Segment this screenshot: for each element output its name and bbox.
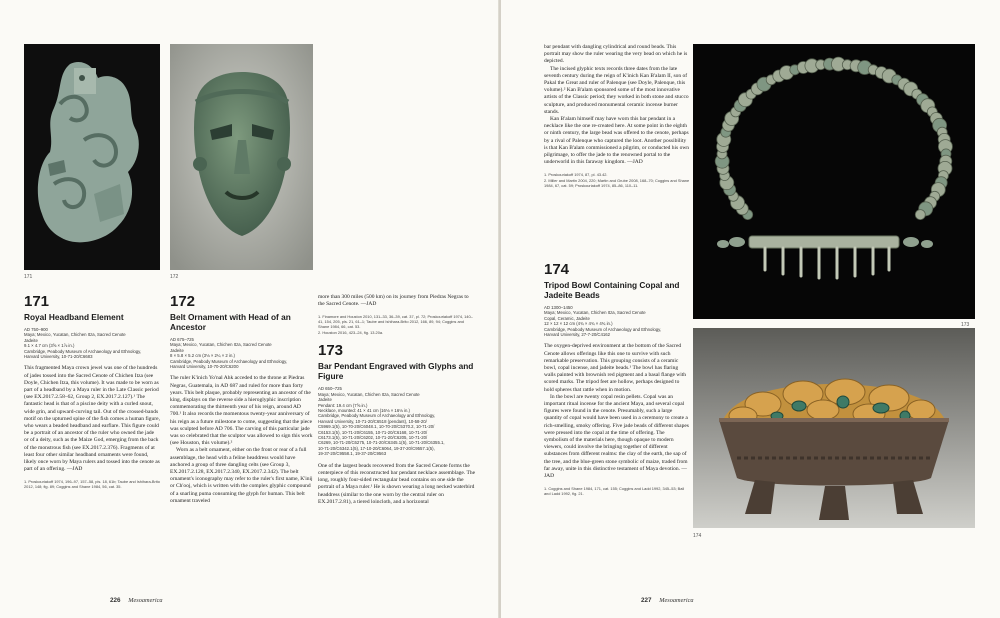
entry-172 — [170, 294, 313, 505]
entry-meta: AD 1300–1450 Maya; Mexico, Yucatan, Chichen Itza, Sacred Cenote Copal, Ceramic, Jadeite 12 × 12 × 12 cm (4¾ × 4¾ × 4¾ in.) Cambridge, Peabody Museum of Archaeology and Ethnology, Harvard University, 27-7-20/C4162 — [544, 305, 662, 338]
column-4 — [544, 44, 690, 189]
entry-174-notes: 1. Coggins and Shane 1984, 171, cat. 155; Coggins and Ladd 1992, 345–53; Ball and Ladd 1992, fig. 21. — [544, 486, 685, 497]
headband-element-image — [24, 44, 160, 270]
column-3 — [318, 294, 476, 506]
entry-173-notes: 1. Proskouriakoff 1974, 87, pl. 43.42. 2. Miller and Martin 2004, 220; Martin and Grube 2008, 168–70; Coggins and Shane 1984, 67, cat. 59; Proskouriakoff 1974, 85–86, 110–11. — [544, 172, 690, 189]
entry-meta: AD 750–900 Maya; Mexico, Yucatan, Chichen Itza, Sacred Cenote Jadeite 9.1 × 4.7 cm (3⅝ × 1⅞ in.) Cambridge, Peabody Museum of Archaeology and Ethnology, Harvard University, 10-71-20/C6683 — [24, 327, 142, 360]
figure-173-necklace-photo — [693, 44, 975, 319]
entry-title: Tripod Bowl Containing Copal and Jadeite Beads — [544, 280, 680, 300]
entry-meta: AD 650–725 Maya; Mexico, Yucatan, Chichen Itza, Sacred Cenote Jadeite Pendant: 19.4 cm (7⅝ in.) Necklace, mounted: 41 × 41 cm (16⅛ × 16⅛ in.) Cambridge, Peabody Museum of Archaeology and Ethnology, Harvard University, 10-71-20/C6518 (pendant), 10-58-20/ C5969.1(5), 10-70-20/C6048.1, 10-70-20/C5370.2, 10-71-20/ C6153.1(5), 10-71-20/C6155, 10-71-20/C6168, 10-71-20/ C6173.1(5), 10-71-20/C6202, 10-71-20/C6205, 10-71-20/ C6269, 10-71-20/C6275, 10-71-20/C6345.1(5), 10-71-20/C6355.1, 10-71-20/C6342.1(5), 17-10-20/C6064, 19-37-20/C9557.1(5), 19-37-20/C9558.1, 19-37-20/C9563 — [318, 386, 445, 457]
figure-172-caption: 172 — [170, 274, 179, 280]
figure-173-caption: 173 — [961, 322, 970, 328]
left-page — [0, 0, 499, 618]
bar-pendant-necklace-image — [693, 44, 975, 319]
necklace-bead — [915, 210, 925, 220]
entry-body: The ruler K'inich Yo'nal Ahk acceded to the throne at Piedras Negras, Guatemala, in AD 687 and ruled for more than forty years. This belt plaque, probably representing an ancestor of the king, displays on the reverse side a hieroglyphic inscription commemorating the thirteenth year of his reign, around AD 700.¹ It also records the momentous twenty-year anniversary of his reign as a future milestone to come, suggesting that the piece was sculpted before AD 706. The carving of this particular jade was so celebrated that the sculptor was allowed to sign this work (see Houston, this volume).² Worn as a belt ornament, either on the front or rear of a full assemblage, the head with a feline headdress would have anchored a group of three dangling celts (see Group 3, EX.2017.2.128, EX.2017.2.340, EX.2017.2.342). The belt ornament's iconography may refer to the ruler's first name, K'inij or Ch'ooj, which is written with the complex glyphic compound of a snarling puma consuming the glyph for human. This belt ornament traveled — [170, 375, 313, 504]
entry-body: The oxygen-deprived environment at the bottom of the Sacred Cenote allows offerings like this one to survive with such remarkable preservation. This grouping consists of a ceramic bowl, copal incense, and jadeite beads.¹ The bowl has flaring walls painted with brownish red pigment and a basal flange with scored marks. The tripod feet are hollow, perhaps designed to hold spheres that rattle when in motion. In the bowl are twenty copal resin pellets. Copal was an important ritual incense for the ancient Maya, and several copal figures were found in the cenote. Presumably, such a large quantity of copal would have been used in a ceremony to create a rich-smelling, smoky offering. Five jade beads of different shapes were pressed into the copal at the time of offering. The symbolism of the materials here, though opaque to modern viewers, could involve the bringing together of different substances from different realms: the clay of the earth, the sap of the tree, and the blue-green stone symbolic of maize, traded from far away, unite in this distinctive testament of Maya devotion. —JAD — [544, 343, 689, 480]
entry-title: Bar Pendant Engraved with Glyphs and Figure — [318, 361, 474, 382]
entry-172-continued: more than 300 miles (500 km) on its journey from Piedras Negras to the Sacred Cenote. —JAD — [318, 294, 469, 308]
entry-body: This fragmented Maya crown jewel was one of the hundreds of jades tossed into the Sacred Cenote of Chichen Itza (see Doyle, Chichen Itza, this volume). It was made to be worn as part of a headband by a Maya ruler in the Late Classic period (see EX.2017.2.58–62, Group 2, EX.2017.2.127).¹ The fantastic head is that of a piscine deity with a curled snout, wide grin, and upward-curving tail. Out of the crossed-bands motif on the upturned spine of the fish comes a human figure, who wears a beaded headband and earflare. This figure could be a portrait of an ancestor of the ruler who owned the jade or of a deity, such as the Maize God, emerging from the back of the monstrous fish (see EX.2017.2.376). Fragments of at least four other similar headband ornaments were found, likely once worn by Maya rulers and tossed into the cenote as part of an offering. —JAD — [24, 365, 160, 473]
right-page — [501, 0, 1000, 618]
entry-172-notes: 1. Finamore and Houston 2010, 131–33, 36–39, cat. 37, pl. 72; Proskouriakoff 1974, 140–41, 154, 205, pls. 21, 61–1; Taube and Ishihara-Brito 2012, 166, 89, 94; Coggins and Shane 1984, 66, cat. 53. 2. Houston 2016, 423–24, fig. 13.20a. — [318, 314, 473, 336]
entry-174 — [544, 262, 690, 497]
entry-171 — [24, 294, 160, 490]
entry-notes: 1. Proskouriakoff 1974, 196–97, 157–58, pls. 18, 61b; Taube and Ishihara-Brito 2012, 148; fig. 89; Coggins and Shane 1984, 56, cat. 35. — [24, 479, 160, 490]
figure-171-caption: 171 — [24, 274, 33, 280]
entry-title: Belt Ornament with Head of an Ancestor — [170, 312, 291, 332]
entry-173-continued: bar pendant with dangling cylindrical and round beads. This portrait may show the ruler wearing the very bead on which he is depicted. The incised glyphic texts records three dates from the late seventh century during the reign of K'inich Kan B'alam II, son of Pakal the Great and ruler of Palenque (see Doyle, Palenque, this volume).² Kan B'alam sponsored some of the most innovative artists of the Classic period; they worked in both stone and stucco sculpture, and produced monumental ceramic incense burner stands. Kan B'alam himself may have worn this bar pendant in a necklace like the one re-created here. At some point in the eighth or ninth century, the large bead was offered to the cenote, perhaps by a rival of Palenque who captured the loot. Another possibility is that Kan B'alam commissioned a pilgrim, or conducted his own pilgrimage, to offer the jade to the renowned portal to the underworld in this faraway kingdom. —JAD — [544, 44, 690, 166]
page-number: 227 — [641, 597, 652, 604]
entry-number: 172 — [170, 293, 196, 310]
right-folio — [641, 597, 694, 604]
entry-number: 174 — [544, 261, 570, 278]
figure-174-tripod-bowl-photo — [693, 328, 975, 528]
figure-171-headband-photo — [24, 44, 160, 270]
entry-body: One of the largest beads recovered from the Sacred Cenote forms the centerpiece of this reconstructed bar pendant necklace assemblage. The long, roughly four-sided rectangular bead contains on one side the portrait of a Maya ruler.¹ He is shown wearing a long necked waterbird headdress (similar to the one worn by the central ruler on EX.2017.2.81), a tiered loincloth, and a horizontal — [318, 462, 476, 505]
figure-172-belt-ornament-photo — [170, 44, 313, 270]
entry-number: 173 — [318, 342, 344, 360]
left-folio — [110, 597, 163, 604]
tripod-bowl-image — [693, 328, 975, 528]
section-name: Mesoamerica — [128, 597, 163, 604]
entry-title: Royal Headband Element — [24, 312, 124, 322]
entry-meta: AD 675–725 Maya; Mexico, Yucatan, Chichen Itza, Sacred Cenote Jadeite 8 × 5.8 × 5.2 cm (3⅛ × 2¼ × 2 in.) Cambridge, Peabody Museum of Archaeology and Ethnology, Harvard University, 10-70-20/C6200 — [170, 337, 288, 370]
section-name: Mesoamerica — [659, 597, 694, 604]
figure-174-caption: 174 — [693, 533, 702, 539]
entry-number: 171 — [24, 293, 50, 310]
belt-ornament-image — [170, 44, 313, 270]
page-number: 226 — [110, 597, 121, 604]
entry-173 — [318, 343, 476, 506]
